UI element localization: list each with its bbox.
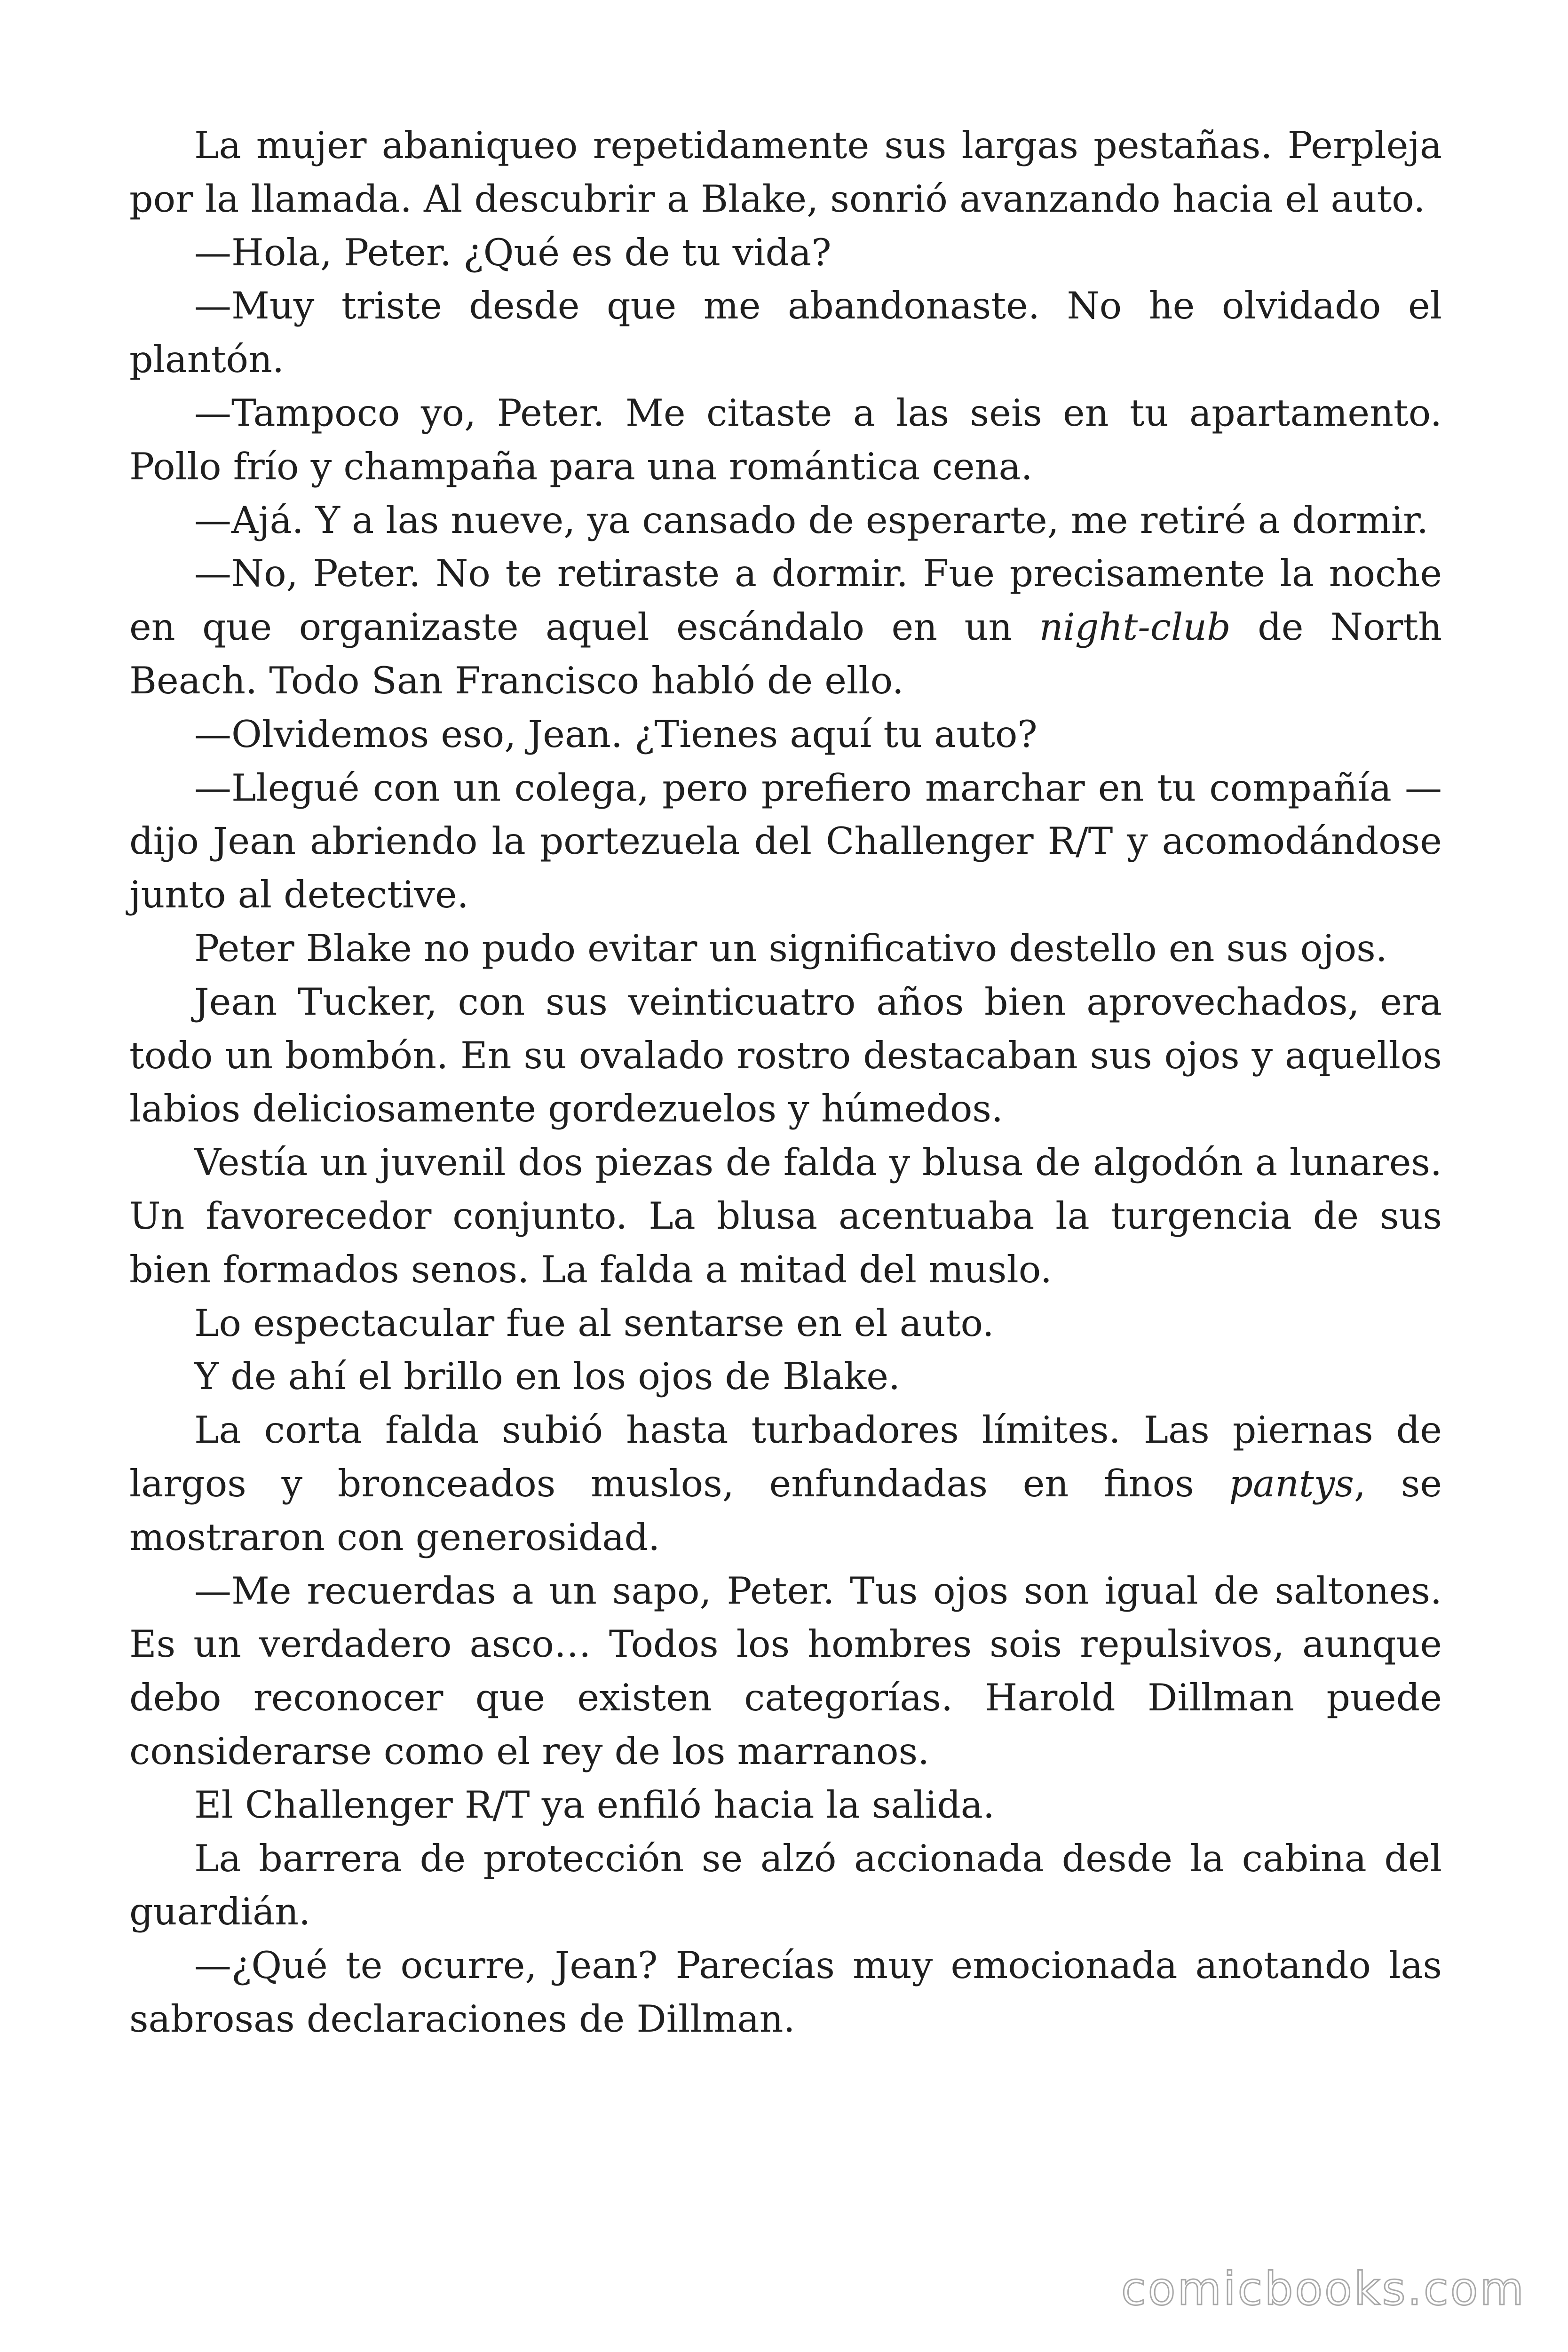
paragraph	[129, 1779, 1442, 1832]
paragraph	[129, 1136, 1442, 1296]
paragraph-text: —Hola, Peter. ¿Qué es de tu vida?	[194, 230, 832, 274]
paragraph-text: —Tampoco yo, Peter. Me citaste a las seis en tu apartamento. Pollo frío y champaña para una romántica cena.	[129, 391, 1442, 488]
italic-text: pantys	[1229, 1462, 1354, 1505]
paragraph-text: Lo espectacular fue al sentarse en el auto.	[194, 1301, 994, 1345]
paragraph-text: El Challenger R/T ya enfiló hacia la salida.	[194, 1783, 995, 1827]
paragraph	[129, 1404, 1442, 1564]
paragraph-text: Y de ahí el brillo en los ojos de Blake.	[194, 1355, 901, 1398]
paragraph-text: —Llegué con un colega, pero prefiero marchar en tu compañía —dijo Jean abriendo la portezuela del Challenger R/T y acomodándose junto al detective.	[129, 766, 1442, 917]
paragraph	[129, 387, 1442, 494]
paragraph	[129, 494, 1442, 548]
paragraph-text: —Muy triste desde que me abandonaste. No he olvidado el plantón.	[129, 284, 1442, 381]
paragraph-text: de North Beach. Todo San Francisco habló de ello.	[129, 605, 1442, 702]
paragraph-text: —Olvidemos eso, Jean. ¿Tienes aquí tu auto?	[194, 712, 1037, 756]
paragraph-text: Vestía un juvenil dos piezas de falda y blusa de algodón a lunares. Un favorecedor conjunto. La blusa acentuaba la turgencia de sus bien formados senos. La falda a mitad del muslo.	[129, 1141, 1442, 1291]
paragraph	[129, 119, 1442, 226]
paragraph	[129, 976, 1442, 1136]
paragraph	[129, 547, 1442, 707]
italic-text: night-club	[1039, 605, 1231, 649]
paragraph	[129, 708, 1442, 762]
paragraph	[129, 279, 1442, 387]
paragraph	[129, 1350, 1442, 1404]
paragraph	[129, 922, 1442, 976]
paragraph-text: Jean Tucker, con sus veinticuatro años bien aprovechados, era todo un bombón. En su ovalado rostro destacaban sus ojos y aquellos labios deliciosamente gordezuelos y húmedos.	[129, 980, 1442, 1131]
paragraph-text: —Ajá. Y a las nueve, ya cansado de esperarte, me retiré a dormir.	[194, 498, 1429, 542]
watermark: comicbooks.com	[1121, 2263, 1526, 2315]
paragraph-text: La barrera de protección se alzó accionada desde la cabina del guardián.	[129, 1836, 1442, 1934]
paragraph-text: La corta falda subió hasta turbadores límites. Las piernas de largos y bronceados muslos, enfundadas en finos	[129, 1408, 1442, 1505]
paragraph-text: Peter Blake no pudo evitar un significativo destello en sus ojos.	[194, 926, 1387, 970]
paragraph	[129, 1565, 1442, 1779]
paragraph	[129, 226, 1442, 280]
book-page-text	[129, 119, 1442, 2046]
paragraph-text: —Me recuerdas a un sapo, Peter. Tus ojos son igual de saltones. Es un verdadero asco… Todos los hombres sois repulsivos, aunque debo reconocer que existen categorías. Harold Dillman puede considerarse como el rey de los marranos.	[129, 1569, 1442, 1773]
paragraph-text: , se mostraron con generosidad.	[129, 1462, 1442, 1559]
paragraph	[129, 1297, 1442, 1351]
paragraph	[129, 762, 1442, 922]
paragraph-text: La mujer abaniqueo repetidamente sus largas pestañas. Perpleja por la llamada. Al descubrir a Blake, sonrió avanzando hacia el auto.	[129, 124, 1442, 221]
paragraph-text: —¿Qué te ocurre, Jean? Parecías muy emocionada anotando las sabrosas declaraciones de Dillman.	[129, 1944, 1442, 2041]
paragraph-text: —No, Peter. No te retiraste a dormir. Fue precisamente la noche en que organizaste aquel escándalo en un	[129, 552, 1442, 649]
paragraph	[129, 1832, 1442, 1939]
paragraph	[129, 1939, 1442, 2046]
